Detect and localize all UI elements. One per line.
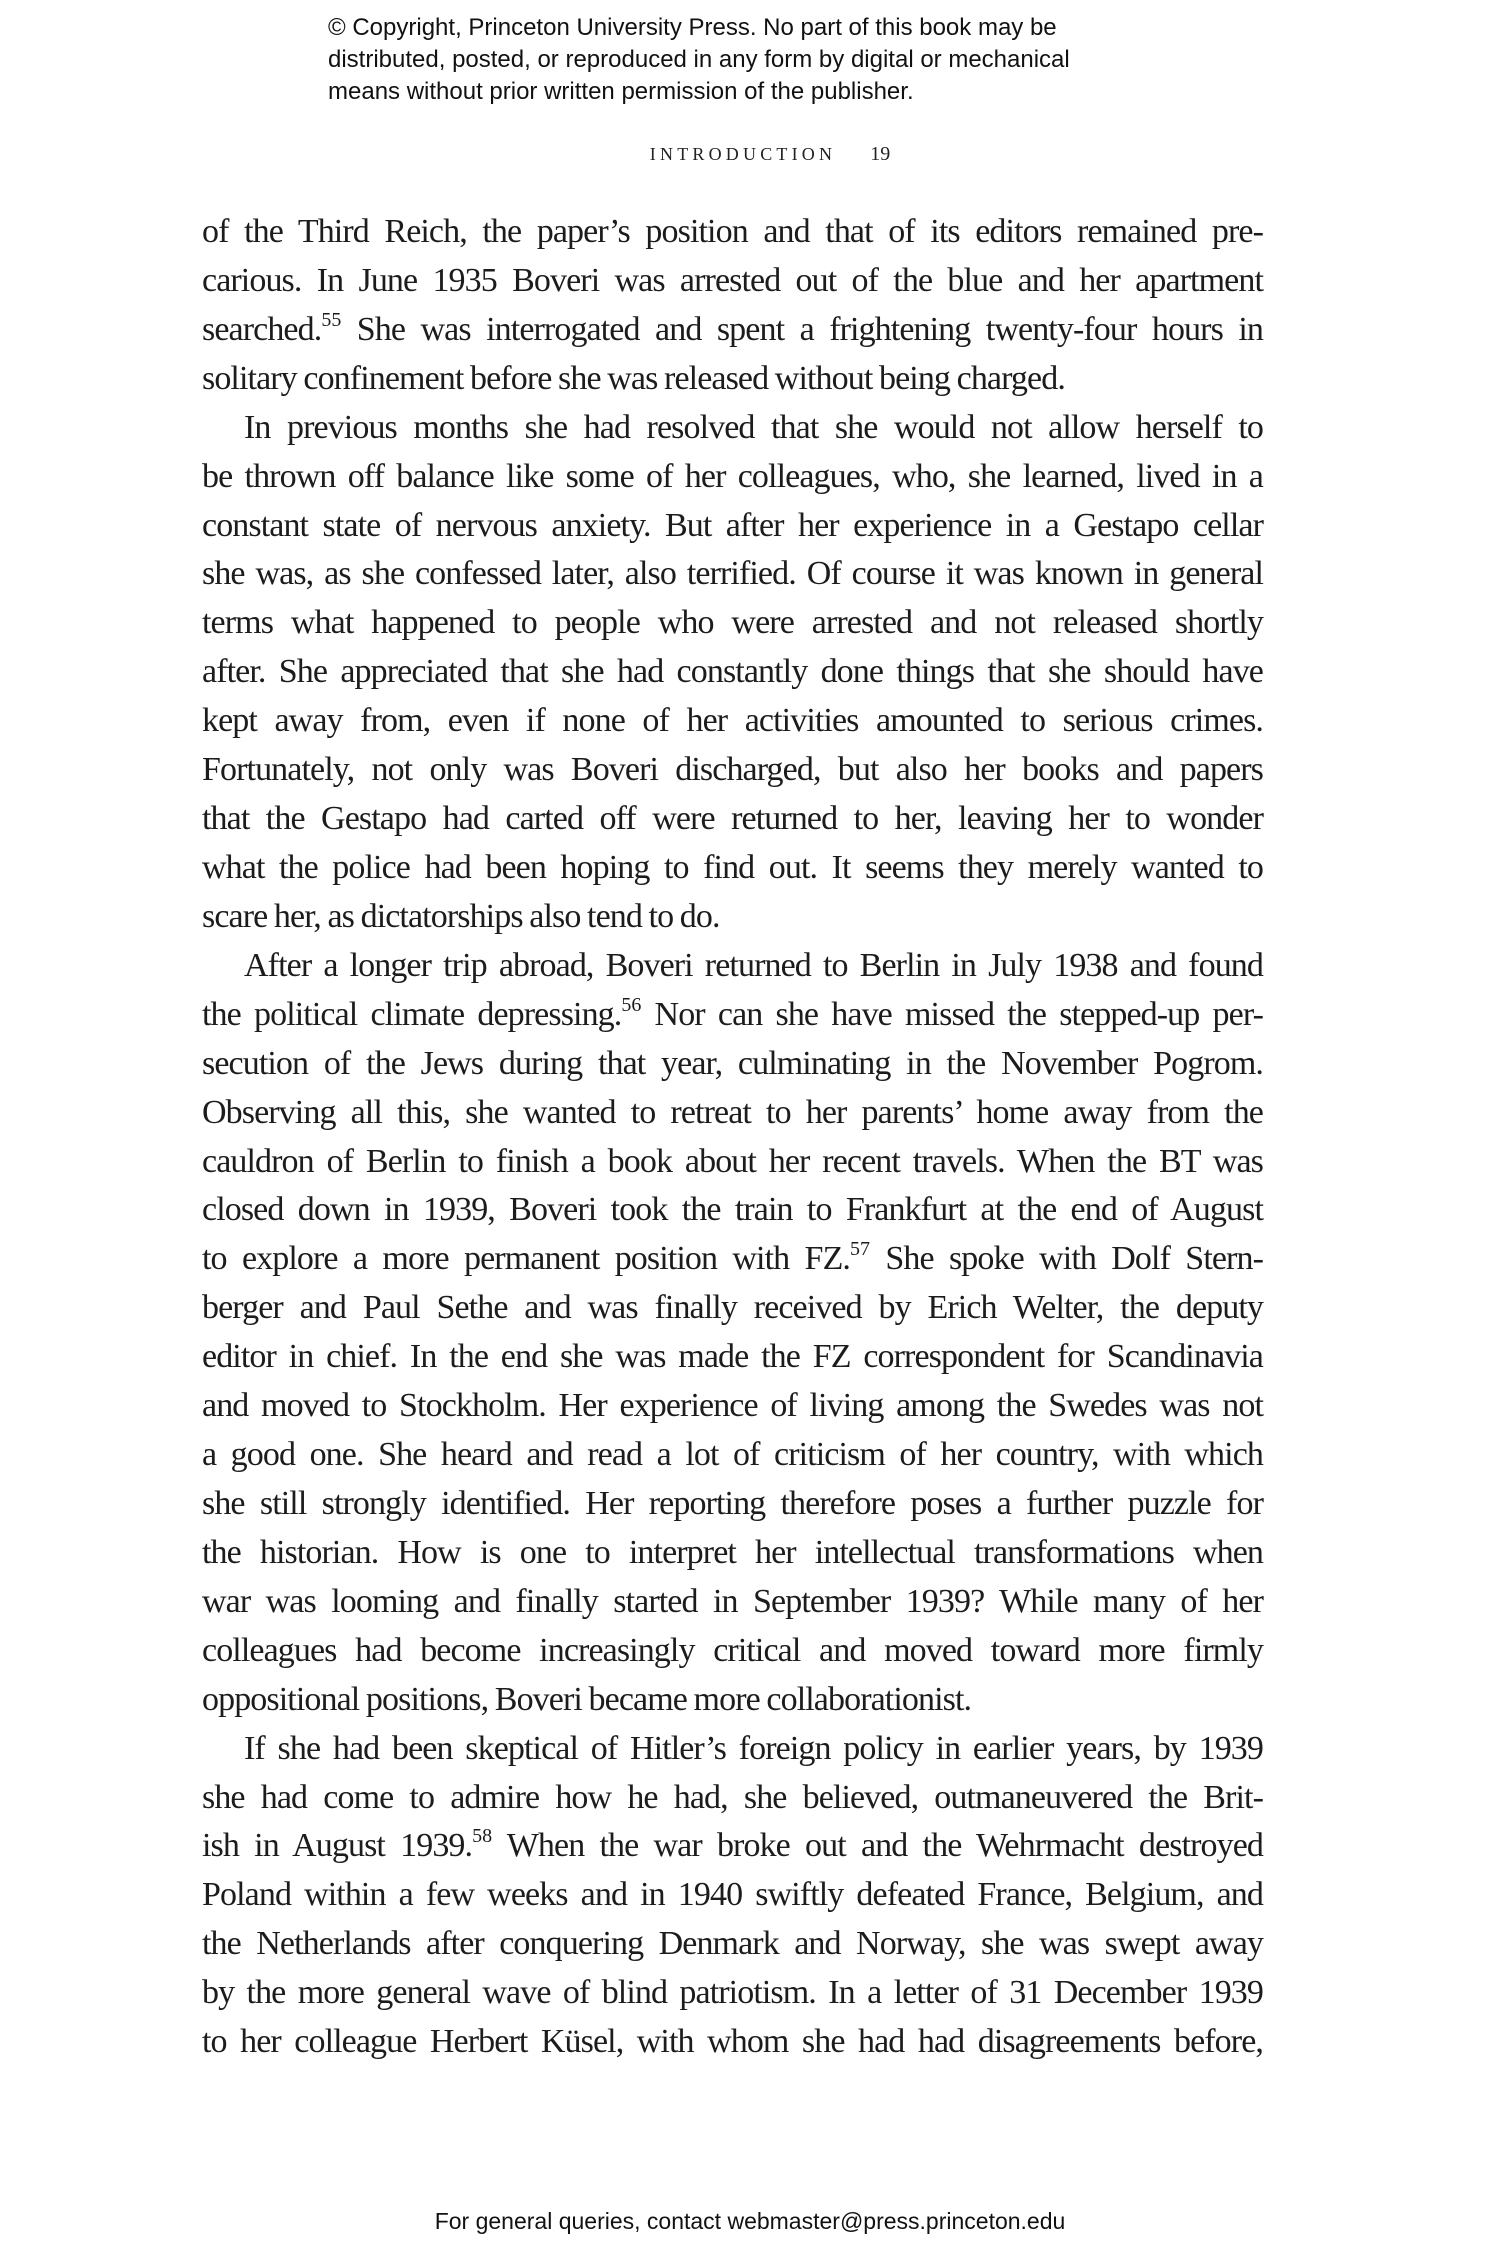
running-head xyxy=(0,142,1500,166)
text-line: berger and Paul Sethe and was finally received by Erich Welter, the deputy xyxy=(202,1289,1263,1327)
text-line xyxy=(202,1822,1263,1871)
text-line: closed down in 1939, Boveri took the train to Frankfurt at the end of August xyxy=(202,1191,1263,1229)
text-line: by the more general wave of blind patriotism. In a letter of 31 December 1939 xyxy=(202,1974,1263,2012)
text-run: She was interrogated and spent a frightening twenty-four hours in xyxy=(341,310,1263,348)
text-line: If she had been skeptical of Hitler’s foreign policy in earlier years, by 1939 xyxy=(244,1729,1263,1767)
text-line: to her colleague Herbert Küsel, with whom she had had disagreements before, xyxy=(202,2023,1263,2061)
text-line: carious. In June 1935 Boveri was arrested out of the blue and her apartment xyxy=(202,261,1263,299)
text-line: constant state of nervous anxiety. But after her experience in a Gestapo cellar xyxy=(202,506,1263,544)
text-line: editor in chief. In the end she was made the FZ correspondent for Scandinavia xyxy=(202,1338,1263,1376)
footnote-ref-57[interactable]: 57 xyxy=(850,1238,871,1261)
body-text xyxy=(202,208,1263,2067)
footnote-ref-58[interactable]: 58 xyxy=(472,1825,493,1848)
copyright-line: means without prior written permission of the publisher. xyxy=(328,78,914,105)
text-run: searched. xyxy=(202,310,322,348)
text-run: Nor can she have missed the stepped-up per- xyxy=(641,995,1263,1033)
text-line: she was, as she confessed later, also terrified. Of course it was known in general xyxy=(202,555,1263,593)
text-run: ish in August 1939. xyxy=(202,1827,473,1865)
text-line: be thrown off balance like some of her colleagues, who, she learned, lived in a xyxy=(202,457,1263,495)
text-line: the Netherlands after conquering Denmark and Norway, she was swept away xyxy=(202,1925,1263,1963)
text-line: Fortunately, not only was Boveri discharged, but also her books and papers xyxy=(202,751,1263,789)
text-line: a good one. She heard and read a lot of criticism of her country, with which xyxy=(202,1436,1263,1474)
text-line: colleagues had become increasingly critical and moved toward more firmly xyxy=(202,1631,1263,1669)
copyright-line: distributed, posted, or reproduced in any form by digital or mechanical xyxy=(328,46,1070,73)
text-line: In previous months she had resolved that she would not allow herself to xyxy=(244,408,1263,446)
text-line: scare her, as dictatorships also tend to do. xyxy=(202,897,720,935)
copyright-line: © Copyright, Princeton University Press. No part of this book may be xyxy=(328,14,1057,41)
text-line: solitary confinement before she was released without being charged. xyxy=(202,359,1065,397)
text-run: the political climate depressing. xyxy=(202,995,622,1033)
footnote-ref-55[interactable]: 55 xyxy=(321,308,342,331)
text-line: and moved to Stockholm. Her experience of living among the Swedes was not xyxy=(202,1387,1263,1425)
chapter-title: INTRODUCTION xyxy=(649,144,837,164)
text-run: She spoke with Dolf Stern- xyxy=(870,1240,1264,1278)
text-line: Poland within a few weeks and in 1940 swiftly defeated France, Belgium, and xyxy=(202,1876,1263,1914)
copyright-notice xyxy=(328,12,1188,108)
text-line: oppositional positions, Boveri became more collaborationist. xyxy=(202,1680,972,1718)
text-line: the historian. How is one to interpret her intellectual transformations when xyxy=(202,1533,1263,1571)
text-line xyxy=(202,1235,1263,1284)
text-line: she had come to admire how he had, she believed, outmaneuvered the Brit- xyxy=(202,1778,1263,1816)
footnote-ref-56[interactable]: 56 xyxy=(621,993,642,1016)
text-line: kept away from, even if none of her activities amounted to serious crimes. xyxy=(202,702,1263,740)
page-number: 19 xyxy=(870,143,891,165)
footer-contact: For general queries, contact webmaster@press.princeton.edu xyxy=(434,2208,1066,2234)
text-line: war was looming and finally started in September 1939? While many of her xyxy=(202,1582,1263,1620)
text-line: that the Gestapo had carted off were returned to her, leaving her to wonder xyxy=(202,800,1263,838)
text-line: what the police had been hoping to find out. It seems they merely wanted to xyxy=(202,848,1263,886)
text-line: secution of the Jews during that year, culminating in the November Pogrom. xyxy=(202,1044,1263,1082)
text-line: After a longer trip abroad, Boveri returned to Berlin in July 1938 and found xyxy=(244,946,1263,984)
text-line xyxy=(202,991,1263,1040)
text-line: cauldron of Berlin to finish a book about her recent travels. When the BT was xyxy=(202,1142,1263,1180)
text-line: Observing all this, she wanted to retreat to her parents’ home away from the xyxy=(202,1093,1263,1131)
text-line: terms what happened to people who were arrested and not released shortly xyxy=(202,604,1263,642)
text-line xyxy=(202,306,1263,355)
text-run: to explore a more permanent position with FZ. xyxy=(202,1240,851,1278)
text-line: of the Third Reich, the paper’s position and that of its editors remained pre- xyxy=(202,213,1263,250)
text-run: When the war broke out and the Wehrmacht destroyed xyxy=(492,1827,1263,1865)
text-line: she still strongly identified. Her reporting therefore poses a further puzzle for xyxy=(202,1484,1263,1522)
text-line: after. She appreciated that she had constantly done things that she should have xyxy=(202,653,1263,691)
